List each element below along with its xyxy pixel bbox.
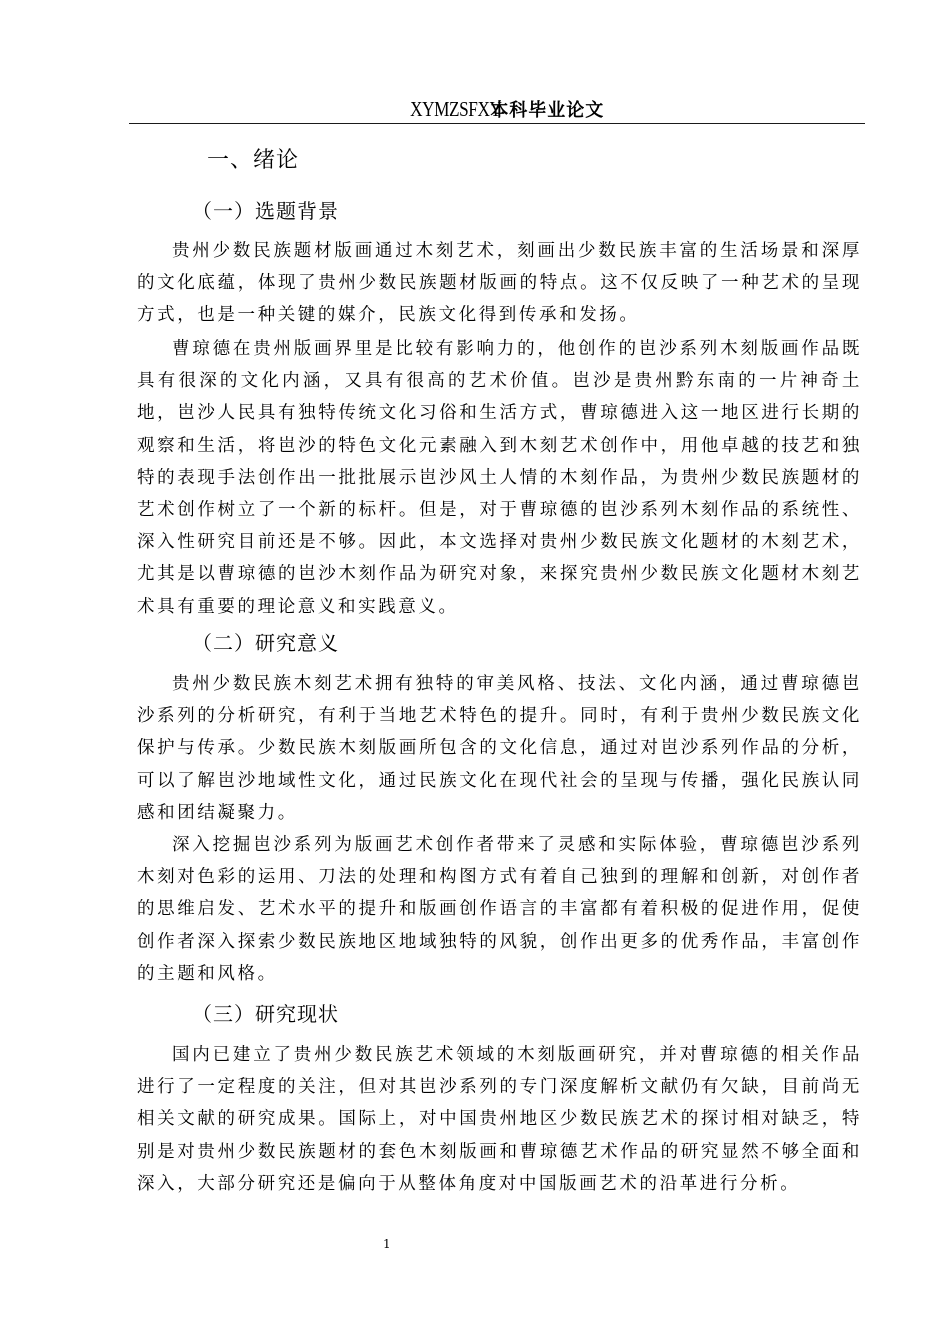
paragraph-significance-2: 深入挖掘岜沙系列为版画艺术创作者带来了灵感和实际体验，曹琼德岜沙系列木刻对色彩的运用、刀法的处理和构图方式有着自己独到的理解和创新，对创作者的思维启发、艺术水平的提升和版画创作语言的丰富都有着积极的促进作用，促使创作者深入探索少数民族地区地域独特的风貌，创作出更多的优秀作品，丰富创作的主题和风格。 xyxy=(137,835,862,984)
section-title-significance: （二）研究意义 xyxy=(192,631,339,655)
header-document-type: 本科毕业论文 xyxy=(490,100,605,121)
chapter-title: 一、绪论 xyxy=(207,148,300,173)
paragraph-status-1: 国内已建立了贵州少数民族艺术领域的木刻版画研究，并对曹琼德的相关作品进行了一定程度的关注，但对其岜沙系列的专门深度解析文献仍有欠缺，目前尚无相关文献的研究成果。国际上，对中国贵州地区少数民族艺术的探讨相对缺乏，特别是对贵州少数民族题材的套色木刻版画和曹琼德艺术作品的研究显然不够全面和深入，大部分研究还是偏向于从整体角度对中国版画艺术的沿革进行分析。 xyxy=(137,1045,862,1194)
header-institution-code: XYMZSFXY xyxy=(409,97,502,121)
page-number: 1 xyxy=(383,1237,391,1251)
paragraph-background-2: 曹琼德在贵州版画界里是比较有影响力的，他创作的岜沙系列木刻版画作品既具有很深的文化内涵，又具有很高的艺术价值。岜沙是贵州黔东南的一片神奇土地，岜沙人民具有独特传统文化习俗和生活方式，曹琼德进入这一地区进行长期的观察和生活，将岜沙的特色文化元素融入到木刻艺术创作中，用他卓越的技艺和独特的表现手法创作出一批批展示岜沙风土人情的木刻作品，为贵州少数民族题材的艺术创作树立了一个新的标杆。但是，对于曹琼德的岜沙系列木刻作品的系统性、深入性研究目前还是不够。因此，本文选择对贵州少数民族文化题材的木刻艺术，尤其是以曹琼德的岜沙木刻作品为研究对象，来探究贵州少数民族文化题材木刻艺术具有重要的理论意义和实践意义。 xyxy=(137,339,862,617)
paragraph-significance-1: 贵州少数民族木刻艺术拥有独特的审美风格、技法、文化内涵，通过曹琼德岜沙系列的分析研究，有利于当地艺术特色的提升。同时，有利于贵州少数民族文化保护与传承。少数民族木刻版画所包含的文化信息，通过对岜沙系列作品的分析，可以了解岜沙地域性文化，通过民族文化在现代社会的呈现与传播，强化民族认同感和团结凝聚力。 xyxy=(137,674,862,823)
paragraph-background-1: 贵州少数民族题材版画通过木刻艺术，刻画出少数民族丰富的生活场景和深厚的文化底蕴，体现了贵州少数民族题材版画的特点。这不仅反映了一种艺术的呈现方式，也是一种关键的媒介，民族文化得到传承和发扬。 xyxy=(137,241,862,326)
section-title-status: （三）研究现状 xyxy=(192,1002,339,1026)
section-title-background: （一）选题背景 xyxy=(192,199,339,223)
page-header xyxy=(129,96,865,124)
